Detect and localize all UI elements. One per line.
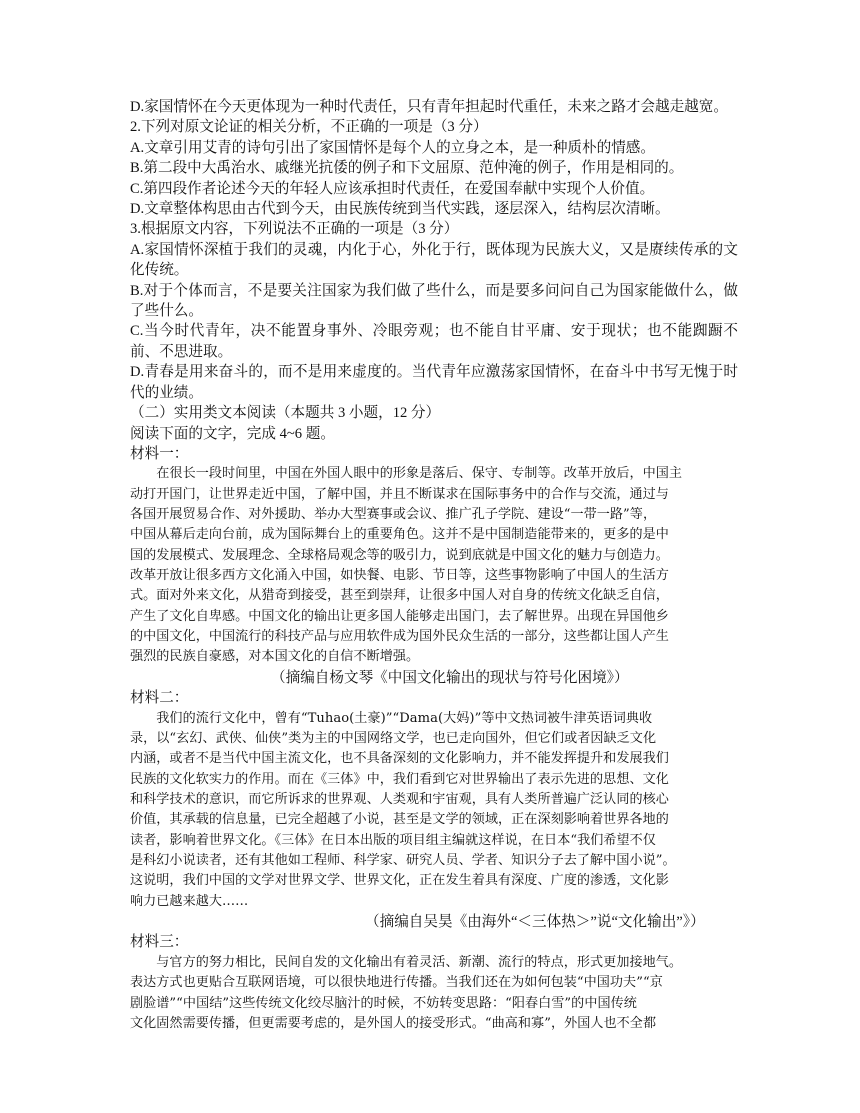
material-1-line: 在很长一段时间里，中国在外国人眼中的形象是落后、保守、专制等。改革开放后，中国主 <box>130 466 683 482</box>
material-2-body <box>130 709 738 912</box>
material-1-source: （摘编自杨文琴《中国文化输出的现状与符号化困境》） <box>271 669 629 686</box>
material-2-label: 材料二： <box>130 690 189 707</box>
material-1-line: 式。面对外来文化，从猎奇到接受，甚至到崇拜，让很多中国人对自身的传统文化缺乏自信， <box>130 588 669 604</box>
material-3 <box>130 932 738 1034</box>
q3-section <box>130 219 738 403</box>
material-1-line: 动打开国门，让世界走近中国，了解中国，并且不断谋求在国际事务中的合作与交流，通过与 <box>130 486 669 502</box>
q2-option-d: D.文章整体构思由古代到今天，由民族传统到当代实践，逐层深入，结构层次清晰。 <box>130 201 670 218</box>
material-1-line: 各国开展贸易合作、对外援助、举办大型赛事或会议、推广孔子学院、建设“一带一路”等， <box>130 507 657 522</box>
material-1 <box>130 444 738 688</box>
q1-option-d: D.家国情怀在今天更体现为一种时代责任，只有青年担起时代重任，未来之路才会越走越宽。 <box>130 99 728 115</box>
material-2-line: 读者，影响着世界文化。《三体》在日本出版的项目组主编就这样说，在日本“我们希望不仅 <box>130 832 656 848</box>
q3-stem: 3.根据原文内容，下列说法不正确的一项是（3 分） <box>130 221 459 238</box>
material-1-body <box>130 464 738 667</box>
material-1-label: 材料一： <box>130 445 189 462</box>
material-1-line: 改革开放让很多西方文化涌入中国，如快餐、电影、节日等，这些事物影响了中国人的生活方 <box>130 568 669 584</box>
material-1-line: 产生了文化自卑感。中国文化的输出让更多国人能够走出国门，去了解世界。出现在异国他乡 <box>130 608 669 624</box>
material-2-source: （摘编自吴昊《由海外“＜三体热＞”说“文化输出”》） <box>365 914 705 930</box>
material-1-line: 中国从幕后走向台前，成为国际舞台上的重要角色。这并不是中国制造能带来的，更多的是中 <box>130 527 669 543</box>
material-3-body <box>130 953 738 1034</box>
material-2-line: 价值，其承载的信息量，已完全超越了小说，甚至是文学的领域，正在深刻影响着世界各地的 <box>130 812 669 828</box>
section-2-header <box>130 403 738 444</box>
material-2-line: 响力已越来越大…… <box>130 893 249 909</box>
q2-section <box>130 117 738 219</box>
material-2-line: 内涵，或者不是当代中国主流文化，也不具备深刻的文化影响力，并不能发挥提升和发展我们 <box>130 751 669 767</box>
material-2 <box>130 688 738 932</box>
section-2-heading: （二）实用类文本阅读（本题共 3 小题，12 分） <box>130 405 441 422</box>
material-1-line: 强烈的民族自豪感，对本国文化的自信不断增强。 <box>130 649 420 665</box>
material-3-line: 与官方的努力相比，民间自发的文化输出有着灵活、新潮、流行的特点，形式更加接地气。 <box>130 954 683 970</box>
material-1-line: 的中国文化，中国流行的科技产品与应用软件成为国外民众生活的一部分，这些都让国人产生 <box>130 629 669 645</box>
q3-option-d: D.青春是用来奋斗的，而不是用来虚度的。当代青年应激荡家国情怀，在奋斗中书写无愧于时代的业绩。 <box>130 364 738 401</box>
exam-page <box>130 97 738 1034</box>
material-2-line: 这说明，我们中国的文学对世界文学、世界文化，正在发生着具有深度、广度的渗透，文化影 <box>130 873 669 889</box>
material-2-line: 录，以“玄幻、武侠、仙侠”类为主的中国网络文学，也已走向国外，但它们或者因缺乏文化 <box>130 730 657 746</box>
q1-section <box>130 97 738 117</box>
material-3-line: 文化固然需要传播，但更需要考虑的，是外国人的接受形式。“曲高和寡”，外国人也不全都 <box>130 1015 657 1031</box>
q2-option-c: C.第四段作者论述今天的年轻人应该承担时代责任，在爱国奉献中实现个人价值。 <box>130 180 655 197</box>
material-2-line: 是科幻小说读者，还有其他如工程师、科学家、研究人员、学者、知识分子去了解中国小说”。 <box>130 852 676 868</box>
q2-option-a: A.文章引用艾青的诗句引出了家国情怀是每个人的立身之本，是一种质朴的情感。 <box>130 139 655 156</box>
material-2-line: 我们的流行文化中，曾有“Tuhao(土豪)”“Dama(大妈)”等中文热词被牛津英语词典收 <box>130 710 653 726</box>
q2-option-b: B.第二段中大禹治水、戚继光抗倭的例子和下文屈原、范仲淹的例子，作用是相同的。 <box>130 160 684 177</box>
material-3-label: 材料三： <box>130 934 189 951</box>
q3-option-a: A.家国情怀深植于我们的灵魂，内化于心，外化于行，既体现为民族大义，又是赓续传承的文化传统。 <box>130 241 738 279</box>
material-2-line: 和科学技术的意识，而它所诉求的世界观、人类观和宇宙观，具有人类所普遍广泛认同的核心 <box>130 791 669 807</box>
section-2-instruction: 阅读下面的文字，完成 4~6 题。 <box>130 425 335 442</box>
q3-option-c: C.当今时代青年，决不能置身事外、冷眼旁观；也不能自甘平庸、安于现状；也不能踟蹰不前、不思进取。 <box>130 323 738 360</box>
q2-stem: 2.下列对原文论证的相关分析，不正确的一项是（3 分） <box>130 119 488 136</box>
material-2-line: 民族的文化软实力的作用。而在《三体》中，我们看到它对世界输出了表示先进的思想、文化 <box>130 771 669 787</box>
material-3-line: 剧脸谱”“中国结”这些传统文化绞尽脑汁的时候，不妨转变思路：“阳春白雪”的中国传统 <box>130 995 637 1011</box>
material-3-line: 表达方式也更贴合互联网语境，可以很快地进行传播。当我们还在为如何包装“中国功夫”“京 <box>130 975 663 991</box>
q3-option-b: B.对于个体而言，不是要关注国家为我们做了些什么，而是要多问问自己为国家能做什么，做了些什么。 <box>130 282 738 320</box>
material-1-line: 国的发展模式、发展理念、全球格局观念等的吸引力，说到底就是中国文化的魅力与创造力。 <box>130 547 669 563</box>
